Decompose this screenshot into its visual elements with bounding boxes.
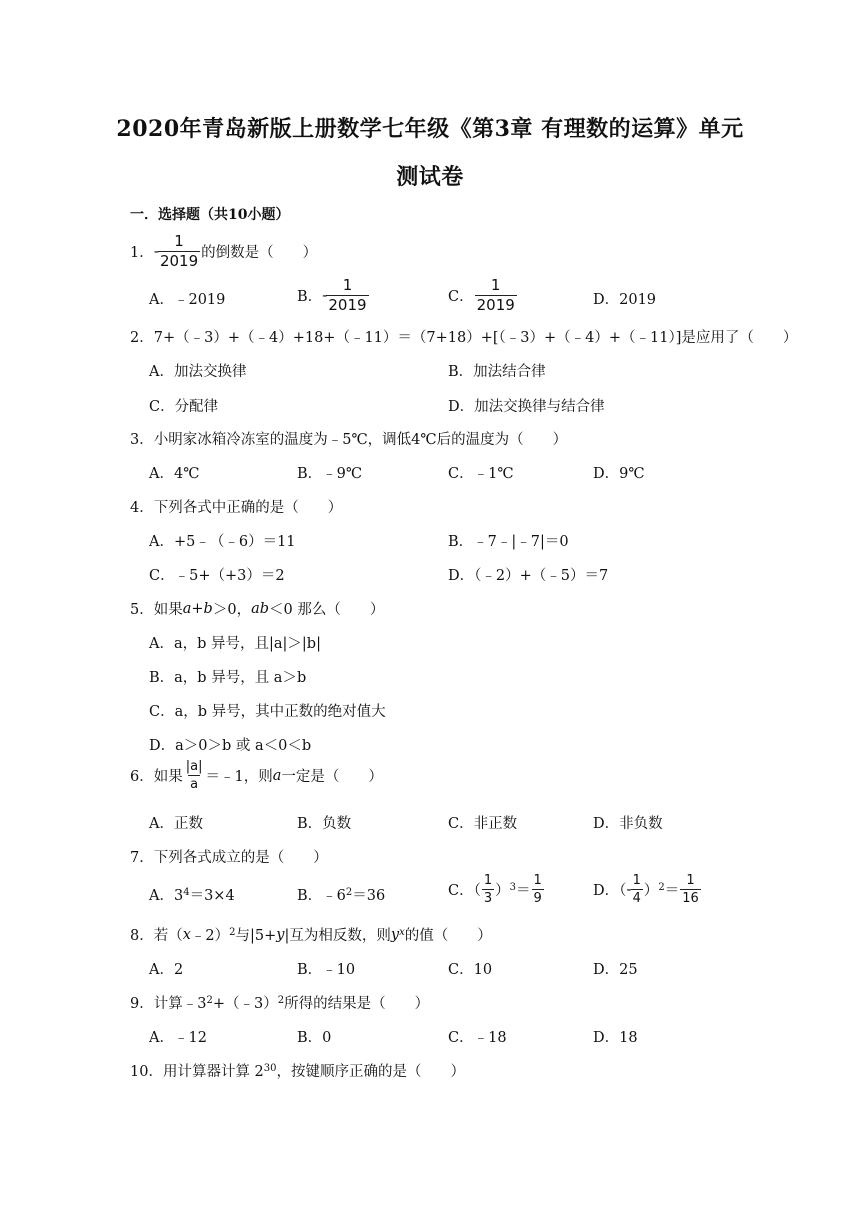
section-heading: 一．选择题（共10小题） xyxy=(130,207,290,223)
exponent: x xyxy=(399,927,405,938)
fraction-denominator: a xyxy=(190,777,199,792)
fraction xyxy=(326,278,368,313)
question-text: + xyxy=(191,600,204,617)
page-title-line2: 测试卷 xyxy=(396,164,464,190)
option-d: D．非负数 xyxy=(593,816,663,832)
exponent: 2 xyxy=(345,887,353,898)
variable-a: a xyxy=(272,767,282,784)
question-6 xyxy=(130,760,383,791)
option-d: D．2019 xyxy=(593,292,657,308)
option-c xyxy=(448,278,518,313)
variable-y: y xyxy=(390,926,400,943)
option-b: B．﹣7﹣|﹣7|＝0 xyxy=(448,534,569,550)
option-b: B．负数 xyxy=(297,816,352,832)
option-c: C．10 xyxy=(448,962,493,978)
question-8 xyxy=(130,924,492,945)
option-a: A．正数 xyxy=(149,816,203,832)
option-a: A．﹣12 xyxy=(149,1030,207,1046)
option-text: B．﹣6 xyxy=(297,888,346,904)
fraction-numerator: 1 xyxy=(342,276,353,294)
fraction xyxy=(475,278,517,313)
option-text: ＝ xyxy=(664,883,680,899)
option-text: ） xyxy=(643,883,659,899)
question-text: 与|5+ xyxy=(235,928,277,944)
question-7: 7．下列各式成立的是（ ） xyxy=(130,850,328,866)
option-c: C．﹣5+（+3）＝2 xyxy=(149,568,285,584)
fraction-denominator: 2019 xyxy=(159,252,199,270)
option-c: C．﹣1℃ xyxy=(448,466,514,482)
exponent: 4 xyxy=(183,887,190,898)
variable-b: b xyxy=(203,600,213,617)
fraction-denominator: 2019 xyxy=(328,296,367,314)
exponent: 30 xyxy=(263,1063,277,1074)
question-9 xyxy=(130,992,429,1013)
fraction xyxy=(631,874,643,905)
question-2: 2．7+（﹣3）+（﹣4）+18+（﹣11）＝（7+18）+[（﹣3）+（﹣4）+（﹣11）]是应用了（ ） xyxy=(130,330,798,346)
question-text: ＜0 那么（ ） xyxy=(269,602,385,618)
option-d: D．（﹣2）+（﹣5）＝7 xyxy=(448,568,609,584)
fraction-denominator: 16 xyxy=(682,891,699,906)
fraction-numerator: 1 xyxy=(632,873,641,888)
option-a: A．加法交换律 xyxy=(149,364,247,380)
fraction-numerator: 1 xyxy=(174,232,184,250)
option-b: B．a，b 异号，且 a＞b xyxy=(149,670,307,686)
fraction-numerator: 1 xyxy=(686,873,695,888)
fraction xyxy=(184,760,205,791)
variable-a: a xyxy=(182,600,192,617)
option-d xyxy=(593,874,702,905)
question-5 xyxy=(130,598,384,619)
option-d: D．a＞0＞b 或 a＜0＜b xyxy=(149,738,312,754)
option-a: A．a，b 异号，且|a|＞|b| xyxy=(149,636,321,652)
exponent: 2 xyxy=(229,927,236,938)
option-b: B．﹣10 xyxy=(297,962,356,978)
option-text: ＝3×4 xyxy=(189,888,235,904)
fraction-numerator: 1 xyxy=(490,276,501,294)
minus-sign: - xyxy=(322,287,328,304)
option-text: A．3 xyxy=(149,888,184,904)
question-text: 的值（ ） xyxy=(404,928,492,944)
question-text: 一定是（ ） xyxy=(281,769,383,785)
option-b: B．0 xyxy=(297,1030,332,1046)
question-text: 5．如果 xyxy=(130,602,183,618)
question-text: 所得的结果是（ ） xyxy=(284,996,430,1012)
fraction-denominator: 9 xyxy=(533,891,542,906)
option-a: A．2 xyxy=(149,962,184,978)
exponent: 2 xyxy=(206,995,213,1006)
fraction xyxy=(680,874,701,905)
question-text: 的倒数是（ ） xyxy=(201,245,318,261)
option-text: D．（ xyxy=(593,883,627,899)
question-number: 1． xyxy=(130,245,154,261)
question-text: 8．若（ xyxy=(130,928,183,944)
question-text: 9．计算﹣3 xyxy=(130,996,207,1012)
fraction-denominator: 4 xyxy=(632,891,641,906)
question-10 xyxy=(130,1060,465,1081)
option-b xyxy=(297,278,370,313)
option-c: C．a，b 异号，其中正数的绝对值大 xyxy=(149,704,386,720)
exponent: 2 xyxy=(277,995,285,1006)
option-c: C．分配律 xyxy=(149,399,219,415)
option-c: C．﹣18 xyxy=(448,1030,507,1046)
variable-ab: ab xyxy=(251,600,270,617)
option-b xyxy=(297,884,385,905)
option-d: D．25 xyxy=(593,962,638,978)
fraction-numerator: 1 xyxy=(483,873,493,888)
option-a: A．﹣2019 xyxy=(149,292,226,308)
option-a xyxy=(149,884,235,905)
option-c xyxy=(448,874,545,905)
exponent: 2 xyxy=(658,882,665,893)
option-a: A．4℃ xyxy=(149,466,200,482)
option-text: ＝36 xyxy=(352,888,386,904)
fraction-denominator: 2019 xyxy=(476,296,515,314)
question-1 xyxy=(130,234,317,269)
question-3: 3．小明家冰箱冷冻室的温度为﹣5℃，调低4℃后的温度为（ ） xyxy=(130,432,568,448)
question-4: 4．下列各式中正确的是（ ） xyxy=(130,500,343,516)
option-d: D．18 xyxy=(593,1030,638,1046)
question-text: 10．用计算器计算 2 xyxy=(130,1064,264,1080)
option-b: B．﹣9℃ xyxy=(297,466,363,482)
question-text: ﹣2） xyxy=(190,928,230,944)
minus-sign: - xyxy=(626,881,632,898)
variable-y: y xyxy=(276,926,285,943)
fraction-numerator: 1 xyxy=(533,873,542,888)
fraction xyxy=(532,874,544,905)
page-title: 2020年青岛新版上册数学七年级《第3章 有理数的运算》单元 xyxy=(116,116,744,142)
option-label: B． xyxy=(297,289,323,305)
fraction-denominator: 3 xyxy=(483,891,493,906)
fraction-numerator: |a| xyxy=(185,759,203,774)
variable-x: x xyxy=(182,926,191,943)
option-a: A．+5﹣（﹣6）＝11 xyxy=(149,534,296,550)
question-text: 6．如果 xyxy=(130,769,183,785)
option-b: B．加法结合律 xyxy=(448,364,546,380)
question-text: ＞0， xyxy=(212,602,252,618)
option-d: D．9℃ xyxy=(593,466,645,482)
question-text: |互为相反数，则 xyxy=(284,928,391,944)
option-c: C．非正数 xyxy=(448,816,518,832)
minus-sign: - xyxy=(153,243,159,260)
question-text: ＝﹣1，则 xyxy=(205,769,273,785)
option-text: ＝ xyxy=(516,883,531,899)
option-text: ） xyxy=(495,883,510,899)
exponent: 3 xyxy=(509,882,517,893)
option-d: D．加法交换律与结合律 xyxy=(448,399,605,415)
question-text: +（﹣3） xyxy=(212,996,278,1012)
question-text: ，按键顺序正确的是（ ） xyxy=(276,1064,466,1080)
option-label: C． xyxy=(448,289,474,305)
option-text: C．（ xyxy=(448,883,481,899)
fraction xyxy=(482,874,494,905)
fraction xyxy=(158,234,200,269)
